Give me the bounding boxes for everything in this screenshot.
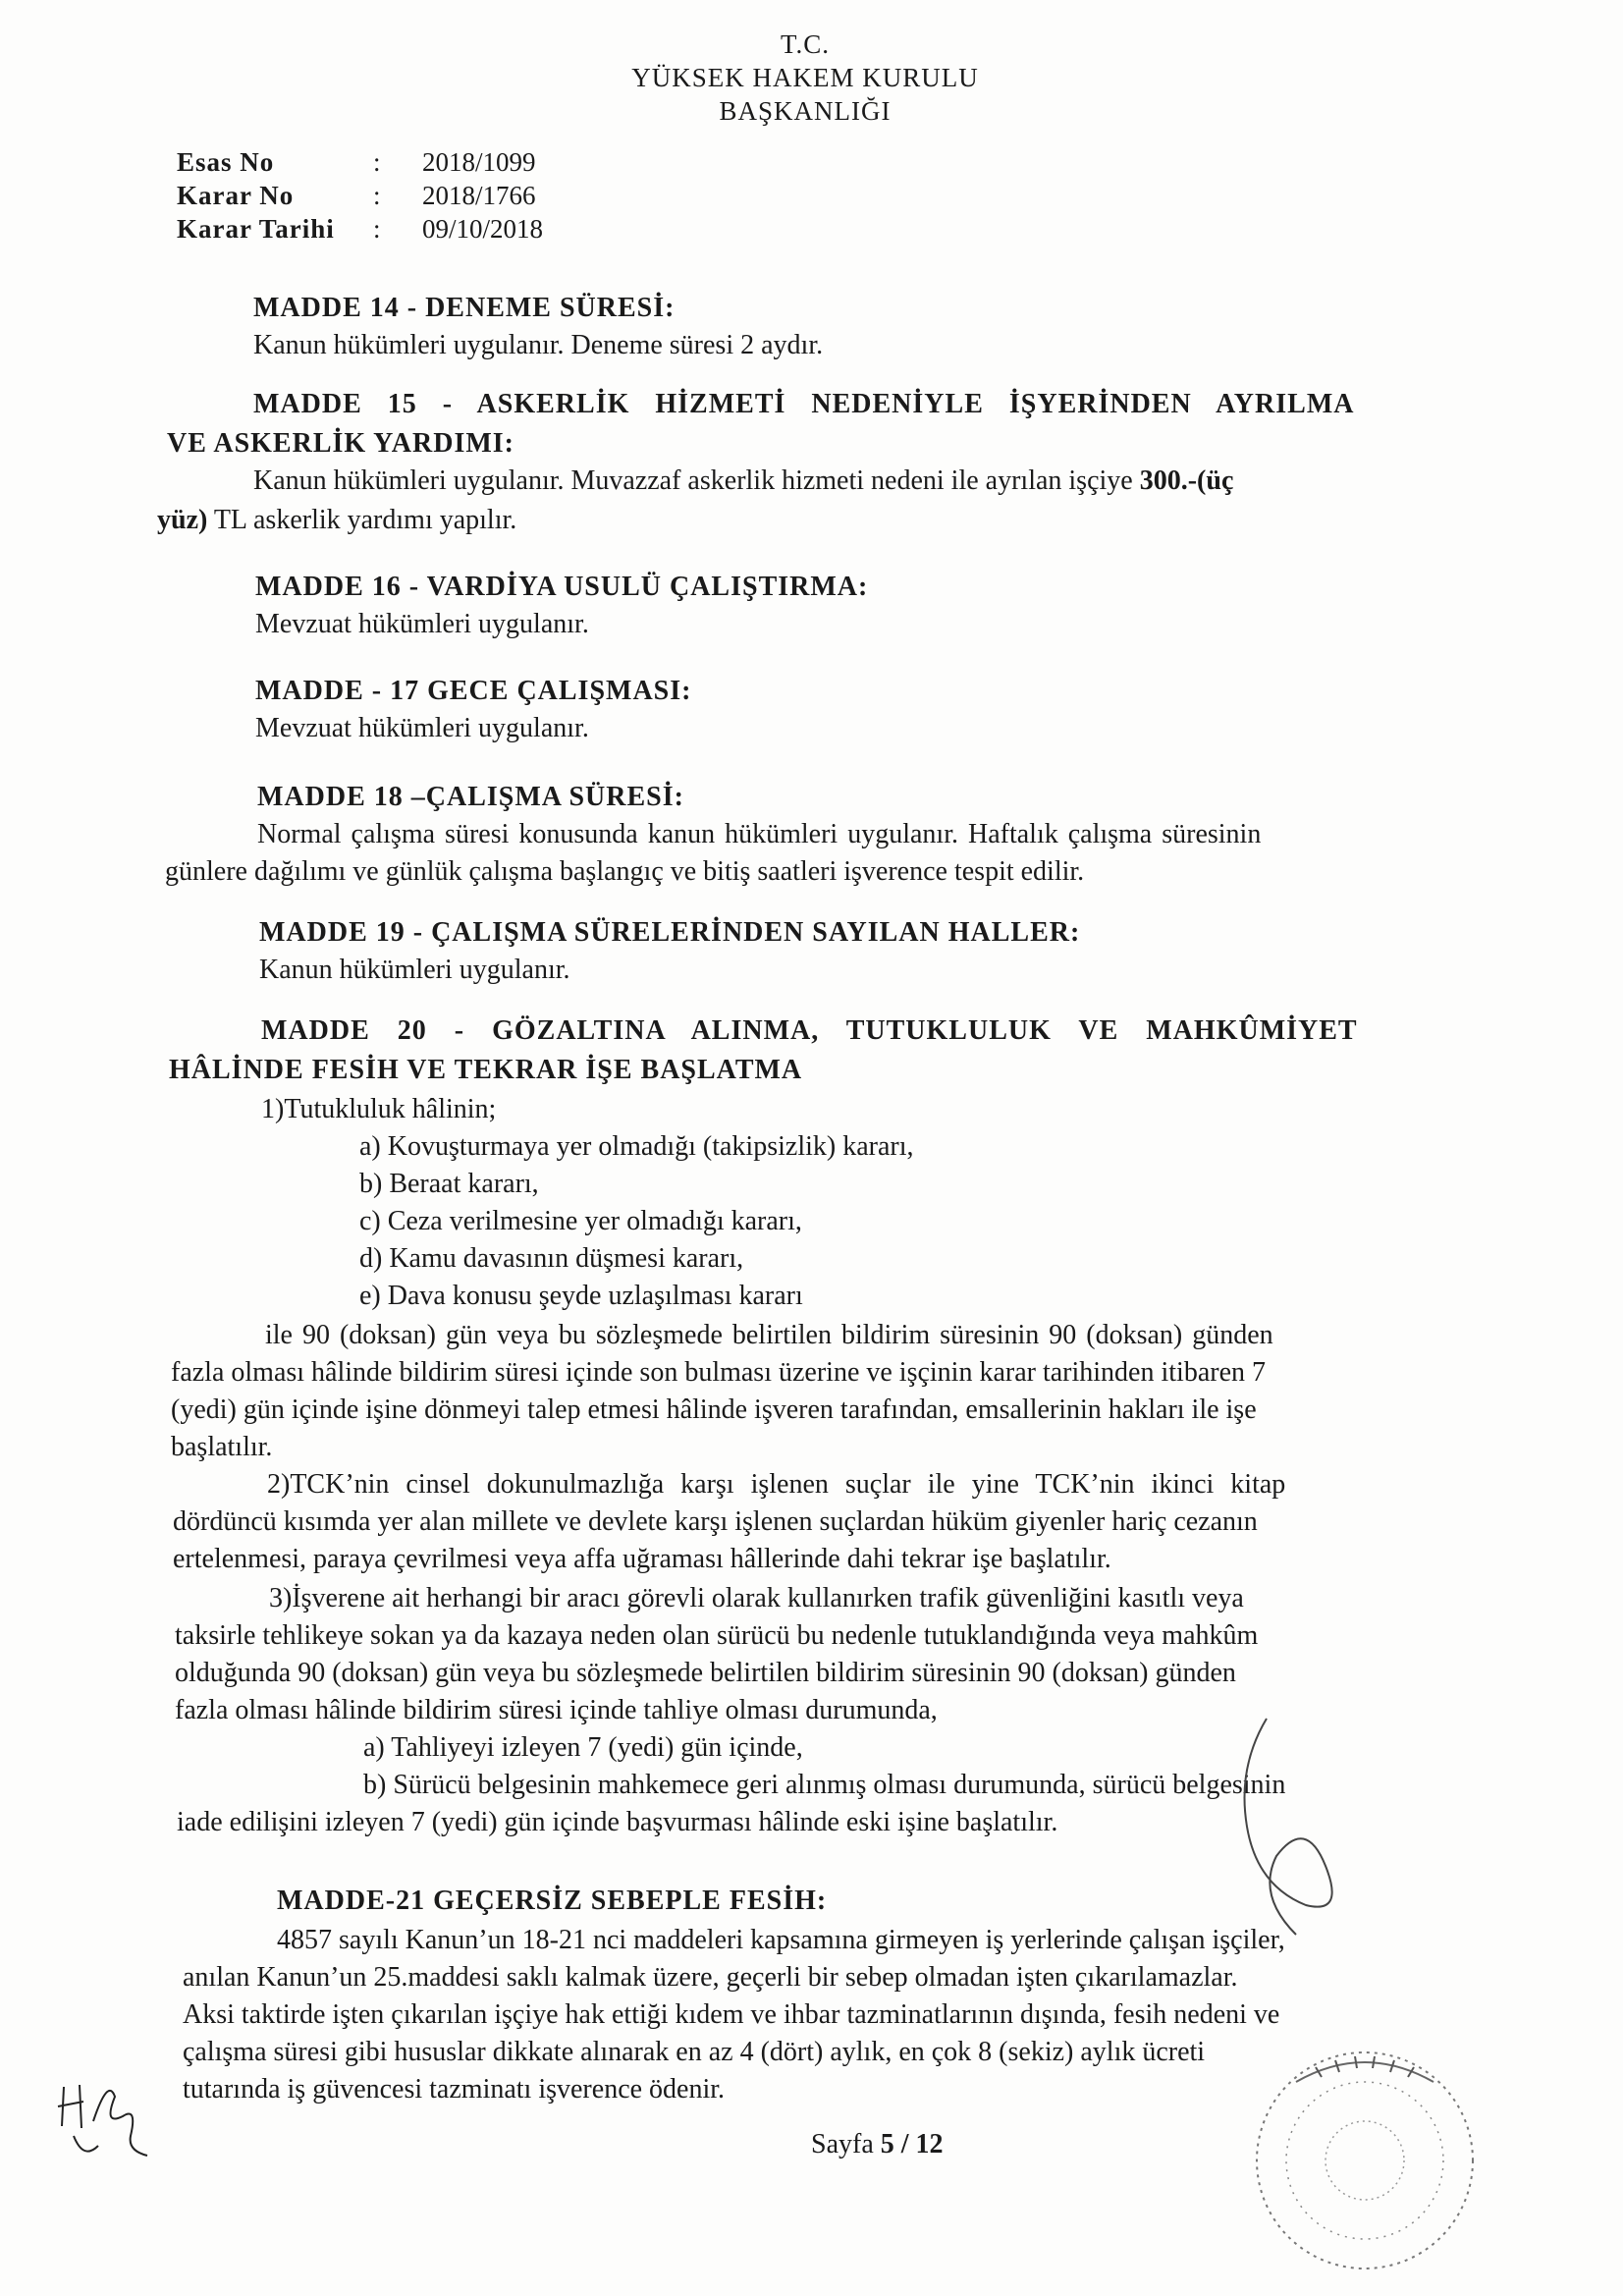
article-20-para3-line: olduğunda 90 (doksan) gün veya bu sözleşmede belirtilen bildirim süresinin 90 (doksan) günden: [175, 1658, 1236, 1688]
article-20-para1-line: fazla olması hâlinde bildirim süresi içinde son bulması üzerine ve işçinin karar tarihinden itibaren 7: [171, 1357, 1266, 1388]
article-15-text-line2-main: TL askerlik yardımı yapılır.: [213, 505, 517, 535]
handwritten-paraph-icon: [1208, 1709, 1365, 1944]
meta-label: Esas No: [177, 147, 275, 177]
article-15-text-line1: [253, 465, 1233, 497]
meta-label: Karar No: [177, 181, 295, 210]
article-21-line: Aksi taktirde işten çıkarılan işçiye hak ettiği kıdem ve ihbar tazminatlarının dışında, fesih nedeni ve: [183, 1999, 1280, 2030]
page-num: 5 / 12: [880, 2129, 944, 2159]
meta-value: 2018/1099: [422, 147, 536, 177]
article-20-para2-line: ertelenmesi, paraya çevrilmesi veya affa uğraması hâllerinde dahi tekrar işe başlatılır.: [173, 1544, 1111, 1574]
article-20-para2-line: 2)TCK’nin cinsel dokunulmazlığa karşı işlenen suçlar ile yine TCK’nin ikinci kitap: [267, 1469, 1286, 1500]
article-17-title: MADDE - 17 GECE ÇALIŞMASI:: [255, 676, 692, 706]
article-20-para2-line: dördüncü kısımda yer alan millete ve devlete karşı işlenen suçlardan hüküm giyenler hariç cezanın: [173, 1506, 1258, 1537]
article-20-item-e: e) Dava konusu şeyde uzlaşılması kararı: [359, 1281, 803, 1311]
article-21-line: çalışma süresi gibi hususlar dikkate alınarak en az 4 (dört) aylık, en çok 8 (sekiz) aylık ücreti: [183, 2037, 1206, 2067]
official-seal-stamp-icon: [1227, 2023, 1502, 2288]
article-18-title: MADDE 18 –ÇALIŞMA SÜRESİ:: [257, 782, 684, 812]
article-15-text-line1-bold: 300.-(üç: [1139, 465, 1234, 496]
article-20-para3-line: 3)İşverene ait herhangi bir aracı görevli olarak kullanırken trafik güvenliğini kasıtlı veya: [269, 1583, 1244, 1613]
article-15-text-line2-bold: yüz): [157, 505, 208, 535]
article-15-text-line1-main: Kanun hükümleri uygulanır. Muvazzaf askerlik hizmeti nedeni ile ayrılan işçiye: [253, 465, 1133, 496]
article-20-item-c: c) Ceza verilmesine yer olmadığı kararı,: [359, 1206, 802, 1236]
article-21-line: 4857 sayılı Kanun’un 18-21 nci maddeleri kapsamına girmeyen iş yerlerinde çalışan işçiler,: [277, 1925, 1285, 1955]
article-19-title: MADDE 19 - ÇALIŞMA SÜRELERİNDEN SAYILAN HALLER:: [259, 917, 1081, 948]
article-19-text: Kanun hükümleri uygulanır.: [259, 955, 570, 985]
article-14-title: MADDE 14 - DENEME SÜRESİ:: [253, 293, 676, 323]
page-label: Sayfa: [811, 2129, 874, 2159]
article-20-para1-intro: 1)Tutukluluk hâlinin;: [261, 1094, 497, 1124]
article-20-para3-item-a: a) Tahliyeyi izleyen 7 (yedi) gün içinde,: [363, 1732, 803, 1763]
signature-initials-icon: [54, 2067, 162, 2165]
article-15-title-line2: VE ASKERLİK YARDIMI:: [167, 428, 514, 459]
article-21-line: anılan Kanun’un 25.maddesi saklı kalmak üzere, geçerli bir sebep olmadan işten çıkarılamazlar.: [183, 1962, 1238, 1993]
header-country: T.C.: [781, 29, 830, 59]
article-17-text: Mevzuat hükümleri uygulanır.: [255, 713, 589, 743]
article-21-title: MADDE-21 GEÇERSİZ SEBEPLE FESİH:: [277, 1886, 828, 1916]
article-20-title-line2: HÂLİNDE FESİH VE TEKRAR İŞE BAŞLATMA: [169, 1055, 803, 1085]
page-number: [811, 2129, 944, 2160]
article-20-para3-line: taksirle tehlikeye sokan ya da kazaya neden olan sürücü bu nedenle tutuklandığında veya mahkûm: [175, 1620, 1259, 1651]
article-20-item-d: d) Kamu davasının düşmesi kararı,: [359, 1243, 744, 1274]
article-15-title-line1: MADDE 15 - ASKERLİK HİZMETİ NEDENİYLE İŞYERİNDEN AYRILMA: [253, 389, 1355, 419]
article-20-para3-item-b-line1: b) Sürücü belgesinin mahkemece geri alınmış olması durumunda, sürücü belgesinin: [363, 1770, 1286, 1800]
article-20-para3-line: fazla olması hâlinde bildirim süresi içinde tahliye olması durumunda,: [175, 1695, 938, 1725]
meta-value: 2018/1766: [422, 181, 536, 210]
header-office: BAŞKANLIĞI: [719, 96, 892, 126]
article-16-title: MADDE 16 - VARDİYA USULÜ ÇALIŞTIRMA:: [255, 572, 869, 602]
article-15-text-line2: [157, 505, 516, 536]
article-14-text: Kanun hükümleri uygulanır. Deneme süresi 2 aydır.: [253, 330, 824, 360]
article-20-para3-item-b-line2: iade edilişini izleyen 7 (yedi) gün içinde başvurması hâlinde eski işine başlatılır.: [177, 1807, 1058, 1837]
article-20-item-b: b) Beraat kararı,: [359, 1169, 539, 1199]
header-institution: YÜKSEK HAKEM KURULU: [631, 63, 979, 92]
meta-karar-tarihi: [177, 214, 543, 245]
article-18-text-line2: günlere dağılımı ve günlük çalışma başlangıç ve bitiş saatleri işverence tespit edilir.: [165, 856, 1085, 887]
article-20-item-a: a) Kovuşturmaya yer olmadığı (takipsizlik) kararı,: [359, 1131, 914, 1162]
article-20-para1-line: ile 90 (doksan) gün veya bu sözleşmede belirtilen bildirim süresinin 90 (doksan) günden: [265, 1320, 1273, 1350]
article-18-text-line1: Normal çalışma süresi konusunda kanun hükümleri uygulanır. Haftalık çalışma süresinin: [257, 819, 1262, 849]
meta-value: 09/10/2018: [422, 214, 544, 244]
article-20-para1-line: (yedi) gün içinde işine dönmeyi talep etmesi hâlinde işveren tarafından, emsallerinin hakları ile işe: [171, 1394, 1257, 1425]
meta-esas-no: [177, 147, 536, 178]
article-20-para1-line: başlatılır.: [171, 1432, 273, 1462]
meta-colon: :: [373, 147, 381, 177]
meta-colon: :: [373, 181, 381, 210]
article-16-text: Mevzuat hükümleri uygulanır.: [255, 609, 589, 639]
meta-label: Karar Tarihi: [177, 214, 335, 244]
article-20-title-line1: MADDE 20 - GÖZALTINA ALINMA, TUTUKLULUK VE MAHKÛMİYET: [261, 1015, 1358, 1046]
article-21-line: tutarında iş güvencesi tazminatı işverence ödenir.: [183, 2074, 726, 2105]
meta-colon: :: [373, 214, 381, 244]
meta-karar-no: [177, 181, 536, 211]
